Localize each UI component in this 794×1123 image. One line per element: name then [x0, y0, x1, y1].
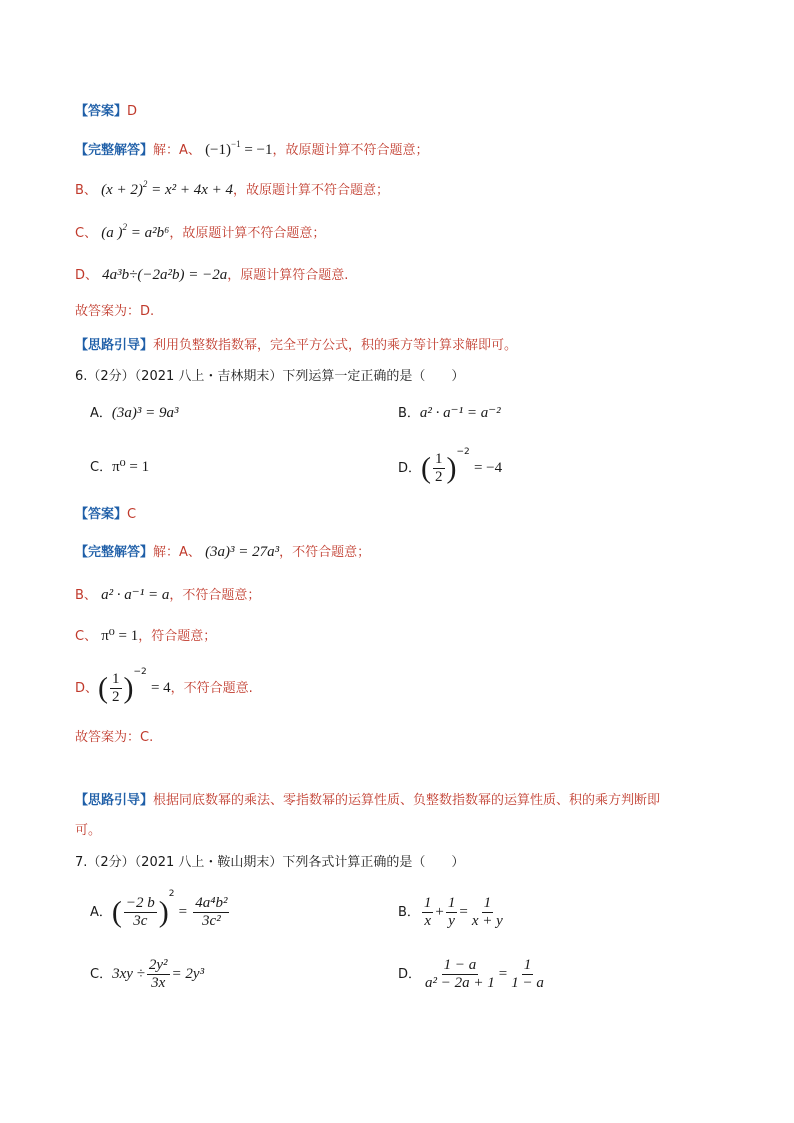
q6-stem: 6.（2分）（2021 八上・吉林期末）下列运算一定正确的是（ ） [75, 369, 465, 384]
q7-option-c: C．3xy ÷ $\frac{\text{2y²}}{3x}$ = 2y³ [90, 957, 205, 991]
q5-solution-c: C、 (a )$^2$ = a²b⁶，故原题计算不符合题意； [75, 222, 326, 241]
q5-d-expression: 4a³b÷(−2a²b) = −2a [102, 267, 228, 283]
q6-option-b: B．a² · a⁻¹ = a⁻² [398, 405, 501, 421]
q6-option-d: D．( $\frac{1}{2}$ )$^{-2}$ = −4 [398, 447, 503, 485]
q5-answer-value: D [127, 104, 138, 119]
q5-b-expression: $(x + 2)^2 = x^2 + 4x + 4$ [101, 179, 234, 198]
q5-a-expression: $(-1)^{-1} = -1$ [205, 139, 273, 158]
q7-option-d: D． $\frac{1 - a}{\text{a² − 2a + 1}}$ = $\frac{1}{1 - a}$ [398, 957, 544, 991]
q6-answer-value: C [127, 507, 137, 522]
solution-tag: 【完整解答】 [75, 143, 154, 158]
q7-stem: 7.（2分）（2021 八上・鞍山期末）下列各式计算正确的是（ ） [75, 855, 465, 870]
q7-option-b: B． $\frac{1}{x}$ + $\frac{1}{y}$ = $\frac{1}{x + y}$ [398, 895, 503, 929]
q6-option-c: C．π⁰ = 1 [90, 459, 150, 475]
q5-conclusion: 故答案为：D. [75, 304, 155, 319]
q6-answer-line: 【答案】C [75, 507, 137, 522]
q6-option-a: A．(3a)³ = 9a³ [90, 405, 179, 421]
q5-solution-a: 【完整解答】解：A、 $(-1)^{-1} = -1$，故原题计算不符合题意； [75, 139, 429, 158]
q5-solution-b: B、 $(x + 2)^2 = x^2 + 4x + 4$，故原题计算不符合题意； [75, 179, 390, 198]
hint-tag: 【思路引导】 [75, 338, 154, 353]
answer-tag: 【答案】 [75, 104, 128, 119]
q6-solution-c: C、 π⁰ = 1，符合题意； [75, 628, 217, 644]
q6-hint-line1: 【思路引导】根据同底数幂的乘法、零指数幂的运算性质、负整数指数幂的运算性质、积的乘方判断即 [75, 793, 661, 808]
q5-answer-line [75, 102, 137, 122]
q6-solution-d: D、( $\frac{1}{2}$ )$^{-2}$ = 4，不符合题意. [75, 667, 253, 705]
q6-solution-b: B、 a² · a⁻¹ = a，不符合题意； [75, 587, 261, 603]
q6-hint-line2: 可。 [75, 823, 102, 838]
q5-c-expression: (a )$^2$ = a²b⁶ [101, 222, 170, 241]
q5-solution-d: D、 4a³b÷(−2a²b) = −2a，原题计算符合题意. [75, 267, 349, 283]
q6-d-fraction: $\frac{1}{2}$ [435, 451, 443, 485]
q6-solution-a: 【完整解答】解：A、 (3a)³ = 27a³，不符合题意； [75, 544, 371, 560]
q5-hint: 【思路引导】利用负整数指数幂，完全平方公式，积的乘方等计算求解即可。 [75, 338, 518, 353]
q6-conclusion: 故答案为：C. [75, 730, 154, 745]
q7-option-a: A．( $\frac{-2 b}{3c}$ )$^2$ = $\frac{\text{4a⁴b²}}{\text{3c²}}$ [90, 889, 228, 929]
